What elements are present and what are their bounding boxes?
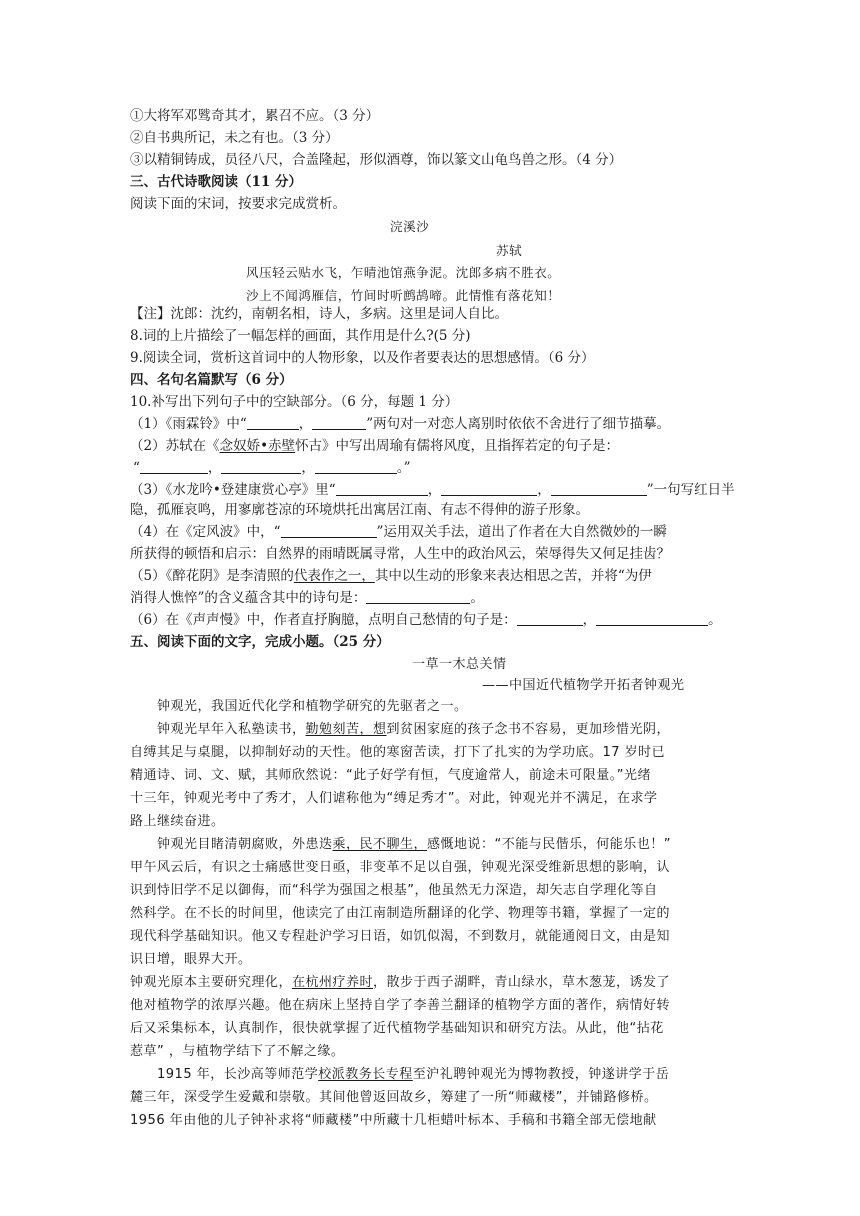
article-title: 一草一木总关情 <box>412 657 507 672</box>
answer-blank[interactable] <box>247 415 299 430</box>
answer-blank[interactable] <box>315 459 397 474</box>
fill-item-5-cont: 消得人憔悴”的含义蕴含其中的诗句是： 。 <box>130 590 484 606</box>
fill-item-2: （2）苏轼在《念奴娇•赤壁怀古》中写出周瑜有儒将风度，且指挥若定的句子是： <box>130 438 620 454</box>
question-10: 10.补写出下列句子中的空缺部分。（6 分，每题 1 分） <box>130 394 459 410</box>
answer-blank[interactable] <box>441 481 537 496</box>
answer-blank[interactable] <box>140 459 208 474</box>
question-9: 9.阅读全词，赏析这首词中的人物形象，以及作者要表达的思想感情。（6 分） <box>130 350 595 366</box>
poem-author: 苏轼 <box>496 243 523 258</box>
section-5-heading: 五、阅读下面的文字，完成小题。（25 分） <box>130 634 390 650</box>
article-paragraph-3-line-6: 识日增，眼界大开。 <box>130 952 252 967</box>
article-paragraph-2-line-1: 钟观光早年入私塾读书，勤勉刻苦，想到贫困家庭的孩子念书不容易，更加珍惜光阴， <box>157 722 671 737</box>
article-paragraph-4-line-3: 后又采集标本，认真制作，很快就掌握了近代植物学基础知识和研究方法。从此，他“拈花 <box>130 1021 664 1036</box>
article-subtitle: ——中国近代植物学开拓者钟观光 <box>482 678 685 693</box>
fill-item-4-cont: 所获得的顿悟和启示：自然界的雨晴既属寻常，人生中的政治风云，荣辱得失又何足挂齿？ <box>130 546 670 562</box>
answer-blank[interactable] <box>517 611 583 626</box>
poem-line-2: 沙上不闻鸿雁信，竹间时听鹧鸪啼。此情惟有落花知！ <box>246 288 561 303</box>
question-8: 8.词的上片描绘了一幅怎样的画面，其作用是什么?(5 分) <box>130 328 471 344</box>
article-paragraph-5-line-2: 麓三年，深受学生爱戴和崇敬。其间他曾返回故乡，筹建了一所“师藏楼”，并铺路修桥。 <box>130 1090 658 1105</box>
translation-question-3: ③以精铜铸成，员径八尺，合盖隆起，形似酒尊，饰以篆文山龟鸟兽之形。（4 分） <box>130 152 623 168</box>
fill-item-3-cont: 隐，孤雁哀鸣，用寥廓苍凉的环境烘托出寓居江南、有志不得伸的游子形象。 <box>130 502 589 518</box>
fill-item-2-blanks: “ ， ， 。” <box>133 460 411 476</box>
poem-note: 【注】沈郎：沈约，南朝名相，诗人，多病。这里是词人自比。 <box>130 306 508 322</box>
article-paragraph-5-line-1: 1915 年，长沙高等师范学校派教务长专程至沪礼聘钟观光为博物教授，钟遂讲学于岳 <box>157 1067 670 1082</box>
section-4-heading: 四、名句名篇默写（6 分） <box>130 372 293 388</box>
poem-title-underlined: 念奴娇•赤壁 <box>219 438 296 454</box>
article-paragraph-2-line-3: 精通诗、词、文、赋，其师欣然说：“此子好学有恒，气度逾常人，前途未可限量。”光绪 <box>130 768 651 783</box>
translation-question-1: ①大将军邓骘奇其才，累召不应。（3 分） <box>130 108 380 124</box>
article-paragraph-1: 钟观光，我国近代化学和植物学研究的先驱者之一。 <box>157 699 468 714</box>
section-3-intro: 阅读下面的宋词，按要求完成赏析。 <box>130 196 346 212</box>
fill-item-1: （1）《雨霖铃》中“ ， ”两句对一对恋人离别时依依不舍进行了细节描摹。 <box>130 416 671 432</box>
answer-blank[interactable] <box>551 481 647 496</box>
article-paragraph-3-line-3: 识到恃旧学不足以御侮，而“科学为强国之根基”，他虽然无力深造，却矢志自学理化等自 <box>130 883 658 898</box>
answer-blank[interactable] <box>336 481 428 496</box>
poem-line-1: 风压轻云贴水飞，乍晴池馆燕争泥。沈郎多病不胜衣。 <box>246 265 561 280</box>
article-paragraph-4-line-1: 钟观光原本主要研究理化，在杭州疗养时，散步于西子湖畔，青山绿水，草木葱茏，诱发了 <box>130 975 671 990</box>
fill-item-5: （5）《醉花阴》是李清照的代表作之一，其中以生动的形象来表达相思之苦，并将“为伊 <box>130 568 652 584</box>
article-paragraph-2-line-4: 十三年，钟观光考中了秀才，人们谑称他为“缚足秀才”。对此，钟观光并不满足，在求学 <box>130 791 658 806</box>
article-paragraph-3-line-4: 然科学。在不长的时间里，他读完了由江南制造所翻译的化学、物理等书籍，掌握了一定的 <box>130 906 671 921</box>
answer-blank[interactable] <box>312 415 366 430</box>
translation-question-2: ②自书典所记，未之有也。（3 分） <box>130 130 339 146</box>
answer-blank[interactable] <box>366 589 470 604</box>
section-3-heading: 三、古代诗歌阅读（11 分） <box>130 174 302 190</box>
answer-blank[interactable] <box>596 611 708 626</box>
article-paragraph-3-line-1: 钟观光目睹清朝腐败，外患迭乘，民不聊生，感慨地说：“不能与民偕乐，何能乐也！” <box>157 837 672 852</box>
poem-title: 浣溪沙 <box>390 219 430 234</box>
answer-blank[interactable] <box>281 523 377 538</box>
article-paragraph-3-line-2: 甲午风云后，有识之士痛感世变日亟，非变革不足以自强，钟观光深受维新思想的影响，认 <box>130 860 671 875</box>
article-paragraph-2-line-5: 路上继续奋进。 <box>130 814 225 829</box>
article-paragraph-2-line-2: 自缚其足与桌腿，以抑制好动的天性。他的寒窗苦读，打下了扎实的为学功底。17 岁时已 <box>130 745 666 760</box>
article-paragraph-4-line-2: 他对植物学的浓厚兴趣。他在病床上坚持自学了李善兰翻译的植物学方面的著作，病情好转 <box>130 998 671 1013</box>
article-paragraph-5-line-3: 1956 年由他的儿子钟补求将“师藏楼”中所藏十几柜蜡叶标本、手稿和书籍全部无偿地献 <box>130 1113 657 1128</box>
fill-item-3: （3）《水龙吟•登建康赏心亭》里“ ， ， ”一句写红日半 <box>130 482 735 498</box>
fill-item-6: （6）在《声声慢》中，作者直抒胸臆，点明自己愁情的句子是： ， 。 <box>130 612 722 628</box>
article-paragraph-4-line-4: 惹草” ，与植物学结下了不解之缘。 <box>130 1044 345 1059</box>
fill-item-4: （4）在《定风波》中，“ ”运用双关手法，道出了作者在大自然微妙的一瞬 <box>130 524 667 540</box>
answer-blank[interactable] <box>221 459 301 474</box>
article-paragraph-3-line-5: 现代科学基础知识。他又专程赴沪学习日语，如饥似渴，不到数月，就能通阅日文，由是知 <box>130 929 671 944</box>
